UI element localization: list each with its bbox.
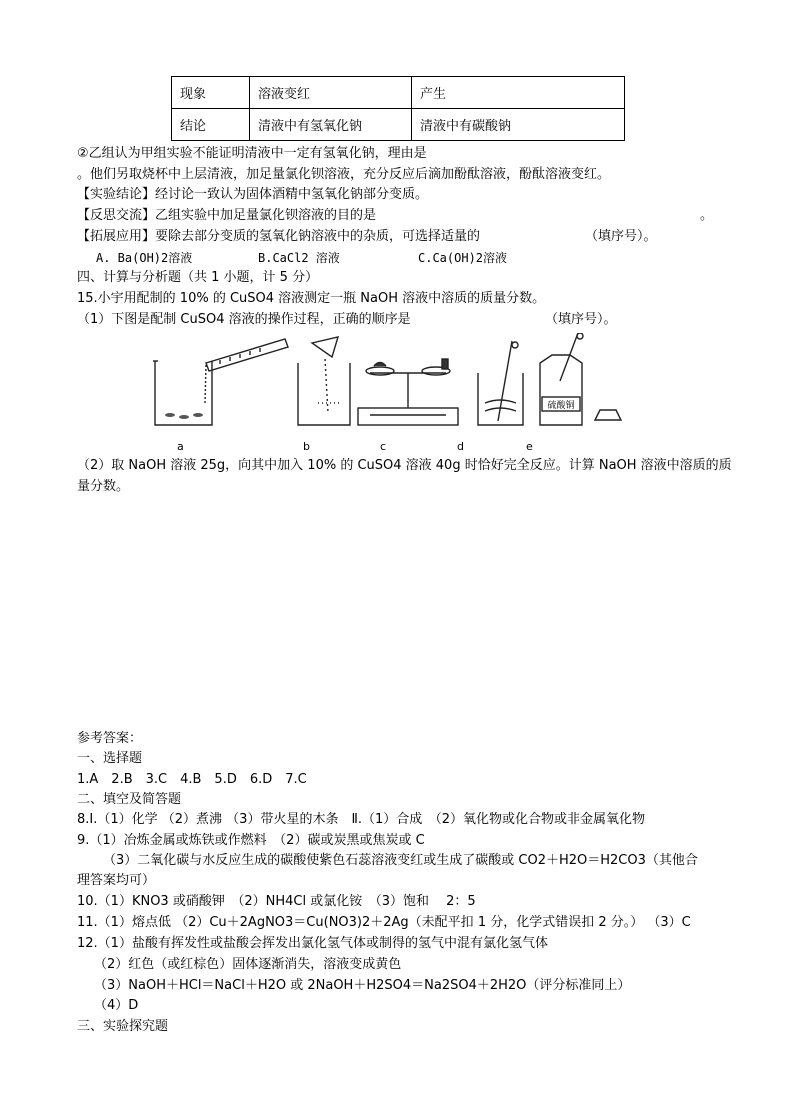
answer-line: （4）D: [94, 998, 139, 1013]
section-heading: 二、填空及简答题: [77, 792, 182, 807]
answer-line: （3）二氧化碳与水反应生成的碳酸使紫色石蕊溶液变红或生成了碳酸或 CO2＋H2O＝H2CO3（其他合: [103, 853, 698, 868]
question-text: （填序号）。: [545, 312, 617, 327]
table-cell: 清液中有氢氧化钠: [250, 109, 412, 141]
balance-icon: [358, 359, 458, 425]
question-text: 【反思交流】乙组实验中加足量氯化钡溶液的目的是: [77, 208, 377, 223]
figure-label-c: c: [380, 440, 387, 453]
figure-label-b: b: [303, 440, 310, 453]
table-cell: 溶液变红: [250, 77, 412, 109]
beaker-stir-icon: [478, 341, 523, 425]
question-text: 【拓展应用】要除去部分变质的氢氧化钠溶液中的杂质，可选择适量的: [77, 229, 481, 244]
table-row: [172, 109, 625, 141]
answer-line: 8.Ⅰ.（1）化学 （2）煮沸 （3）带火星的木条 Ⅱ.（1）合成 （2）氧化物或化合物或非金属氧化物: [77, 812, 646, 827]
table-cell: 产生: [412, 77, 625, 109]
question-text: 15.小宇用配制的 10% 的 CuSO4 溶液测定一瓶 NaOH 溶液中溶质的质量分数。: [77, 291, 546, 306]
question-text: 【实验结论】经讨论一致认为固体酒精中氢氧化钠部分变质。: [77, 187, 429, 202]
option-b: B.CaCl2 溶液: [258, 251, 340, 265]
table-cell: 结论: [172, 109, 250, 141]
answer-line: （3）NaOH＋HCl＝NaCl＋H2O 或 2NaOH＋H2SO4＝Na2SO4＋2H2O（评分标准同上）: [94, 978, 631, 993]
question-text: ②乙组认为甲组实验不能证明清液中一定有氢氧化钠，理由是: [77, 146, 427, 161]
table-row: [172, 77, 625, 109]
question-text: 。他们另取烧杯中上层清液，加足量氯化钡溶液，充分反应后滴加酚酞溶液，酚酞溶液变红。: [77, 167, 611, 182]
question-text: （1）下图是配制 CuSO4 溶液的操作过程，正确的顺序是: [77, 312, 411, 327]
results-table: [171, 76, 625, 141]
beaker-pour-icon: [153, 339, 288, 425]
answer-line: 理答案均可）: [77, 873, 156, 888]
answer-line: 10.（1）KNO3 或硝酸钾 （2）NH4Cl 或氯化铵 （3）饱和 2：5: [77, 894, 476, 909]
question-text: （填序号）。: [585, 229, 657, 244]
option-a: A. Ba(OH)2溶液: [96, 251, 193, 265]
table-cell: 清液中有碳酸钠: [412, 109, 625, 141]
answer-line: 11.（1）熔点低 （2）Cu＋2AgNO3＝Cu(NO3)2＋2Ag（未配平扣 1 分，化学式错误扣 2 分。） （3）C: [77, 915, 691, 930]
table-cell: 现象: [172, 77, 250, 109]
figure-label-a: a: [177, 440, 184, 453]
figure-label-d: d: [457, 440, 464, 453]
section-heading: 三、实验探究题: [77, 1019, 169, 1034]
reagent-bottle-icon: [540, 333, 621, 425]
answer-line: 9.（1）冶炼金属或炼铁或作燃料 （2）碳或炭黑或焦炭或 C: [77, 833, 425, 848]
question-text: 量分数。: [77, 479, 130, 494]
question-text: （2）取 NaOH 溶液 25g，向其中加入 10% 的 CuSO4 溶液 40g 时恰好完全反应。计算 NaOH 溶液中溶质的质: [77, 458, 732, 473]
bottle-label: 硫酸铜: [547, 401, 575, 411]
answers-title: 参考答案：: [77, 731, 143, 746]
figure-label-e: e: [526, 440, 533, 453]
answer-line: （2）红色（或红棕色）固体逐渐消失，溶液变成黄色: [94, 957, 402, 972]
answer-line: 12.（1）盐酸有挥发性或盐酸会挥发出氯化氢气体或制得的氢气中混有氯化氢气体: [77, 936, 548, 951]
answer-line: 1.A 2.B 3.C 4.B 5.D 6.D 7.C: [77, 772, 307, 787]
option-c: C.Ca(OH)2溶液: [418, 251, 508, 265]
experiment-figure: [150, 333, 630, 433]
beaker-funnel-icon: [298, 337, 350, 425]
section-heading: 一、选择题: [77, 751, 143, 766]
question-text: 。: [700, 208, 714, 223]
section-heading: 四、计算与分析题（共 1 小题，计 5 分）: [77, 270, 319, 285]
